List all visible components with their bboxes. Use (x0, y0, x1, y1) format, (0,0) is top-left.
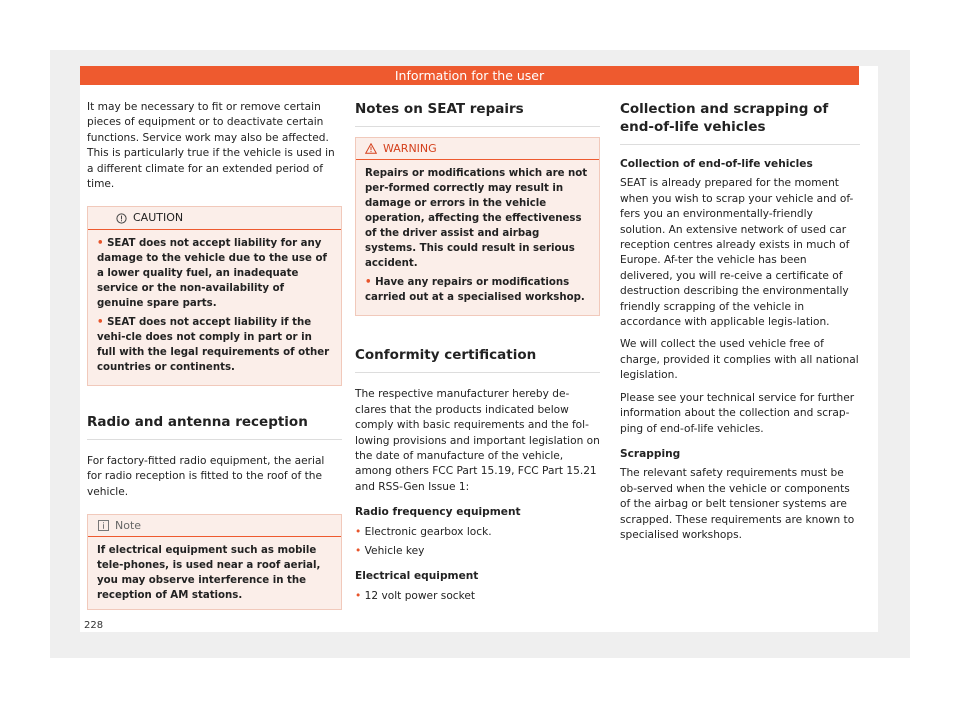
caution-header (88, 207, 341, 229)
column-3 (620, 100, 860, 550)
page-number: 228 (84, 620, 104, 631)
note-box (87, 514, 342, 610)
collection-heading: Collection and scrapping of end-of-life vehicles (620, 100, 860, 145)
radio-freq-heading: Radio frequency equipment (355, 506, 521, 519)
repairs-heading: Notes on SEAT repairs (355, 100, 600, 127)
warning-box (355, 137, 600, 316)
collection-subheading: Collection of end-of-life vehicles (620, 158, 813, 170)
warning-header (356, 138, 599, 160)
intro-paragraph: It may be necessary to fit or remove certain pieces of equipment or to deactivate certain functions. Service work may also be affected. This is particularly true if the vehicle is used in a different climate for an extended period of time. (87, 101, 335, 191)
column-2 (355, 100, 600, 608)
collection-paragraph: We will collect the used vehicle free of charge, provided it complies with all national legislation. (620, 338, 859, 382)
radio-paragraph: For factory-fitted radio equipment, the aerial for radio reception is fitted to the roof of the vehicle. (87, 454, 325, 498)
radio-heading: Radio and antenna reception (87, 413, 342, 440)
page-header: Information for the user (80, 66, 859, 85)
caution-icon (116, 213, 127, 224)
caution-box (87, 206, 342, 385)
note-header (88, 515, 341, 537)
warning-body (356, 160, 599, 315)
caution-item: • SEAT does not accept liability if the vehi-cle does not comply in part or in full with the legal requirements of other countries or continents. (97, 316, 330, 373)
warning-icon (365, 143, 377, 154)
list-item: • Vehicle key (355, 545, 425, 558)
warning-label: WARNING (383, 142, 437, 155)
collection-paragraph: Please see your technical service for further information about the collection and scrap-ping of end-of-life vehicles. (620, 391, 855, 435)
electrical-heading: Electrical equipment (355, 570, 479, 583)
conformity-heading: Conformity certification (355, 346, 600, 373)
column-1 (87, 100, 342, 610)
caution-label: CAUTION (133, 211, 184, 225)
caution-item: • SEAT does not accept liability for any damage to the vehicle due to the use of a lower quality fuel, an inadequate service or the non-availability of genuine spare parts. (97, 237, 327, 309)
note-icon (98, 520, 109, 531)
warning-text: Repairs or modifications which are not per-formed correctly may result in damage or errors in the vehicle operation, affecting the effectiveness of the driver assist and airbag systems. This could result in serious accident. (365, 168, 588, 270)
list-item: • Electronic gearbox lock. (355, 525, 492, 538)
scrapping-subheading: Scrapping (620, 447, 681, 460)
warning-item: • Have any repairs or modifications carried out at a specialised workshop. (365, 277, 585, 304)
note-body: If electrical equipment such as mobile tele-phones, is used near a roof aerial, you may observe interference in the reception of AM stations. (97, 545, 321, 602)
collection-paragraph: SEAT is already prepared for the moment when you wish to scrap your vehicle and of-fers you an environmentally-friendly solution. An extensive network of used car reception centres already exists in much of Europe. Af-ter the vehicle has been delivered, you will re-ceive a certificate of destruction describing the environmentally friendly scrapping of the vehicle in accordance with applicable legis-lation. (620, 177, 854, 329)
scrapping-paragraph: The relevant safety requirements must be ob-served when the vehicle or components of the airbag or belt tensioner systems are scrapped. These requirements are known to specialised workshops. (620, 467, 855, 541)
conformity-paragraph: The respective manufacturer hereby de-clares that the products indicated below comply with basic requirements and the fol-lowing provisions and important legislation on the date of manufacture of the vehicle, among others FCC Part 15.19, FCC Part 15.21 and RSS-Gen Issue 1: (355, 388, 600, 493)
caution-body (88, 230, 341, 385)
note-label: Note (115, 519, 142, 533)
list-item: • 12 volt power socket (355, 589, 476, 602)
